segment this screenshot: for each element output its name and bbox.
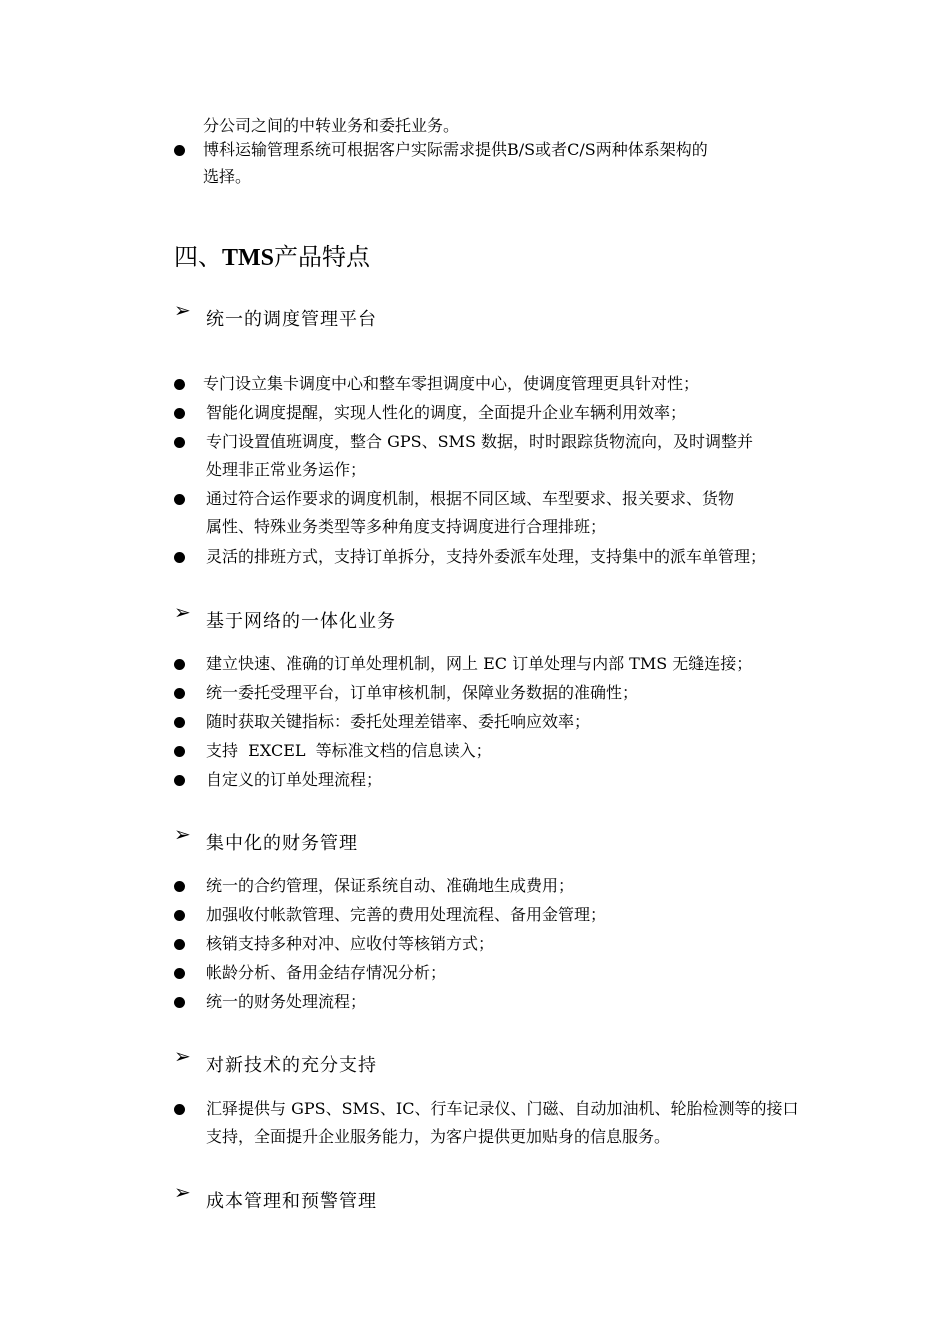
arrow-bullet-icon: ➢ (174, 1044, 191, 1068)
group4-bullet-1-line-2: 支持，全面提升企业服务能力，为客户提供更加贴身的信息服务。 (206, 1127, 671, 1146)
group-title-1: 统一的调度管理平台 (206, 309, 377, 330)
bullet-icon (174, 1104, 185, 1115)
intro-bullet-line-1: 博科运输管理系统可根据客户实际需求提供B/S或者C/S两种体系架构的 (203, 140, 708, 159)
section-title (174, 242, 370, 273)
bullet-icon (174, 379, 185, 390)
group2-bullet-1: 建立快速、准确的订单处理机制，网上 EC 订单处理与内部 TMS 无缝连接； (206, 654, 753, 673)
group1-bullet-4-line-1: 通过符合运作要求的调度机制，根据不同区域、车型要求、报关要求、货物 (206, 489, 735, 508)
group-title-5: 成本管理和预警管理 (206, 1191, 377, 1212)
bullet-icon (174, 659, 185, 670)
bullet-icon (174, 939, 185, 950)
group3-bullet-5: 统一的财务处理流程； (206, 992, 367, 1011)
bullet-icon (174, 145, 185, 156)
bullet-icon (174, 997, 185, 1008)
bullet-icon (174, 408, 185, 419)
group1-bullet-3-line-2: 处理非正常业务运作； (206, 460, 367, 479)
bullet-icon (174, 552, 185, 563)
group3-bullet-2: 加强收付帐款管理、完善的费用处理流程、备用金管理； (206, 905, 607, 924)
group2-bullet-2: 统一委托受理平台，订单审核机制，保障业务数据的准确性； (206, 683, 639, 702)
group3-bullet-1: 统一的合约管理，保证系统自动、准确地生成费用； (206, 876, 575, 895)
arrow-bullet-icon: ➢ (174, 1180, 191, 1204)
group1-bullet-1: 专门设立集卡调度中心和整车零担调度中心，使调度管理更具针对性； (203, 374, 700, 393)
bullet-icon (174, 746, 185, 757)
group-title-3: 集中化的财务管理 (206, 833, 358, 854)
arrow-bullet-icon: ➢ (174, 822, 191, 846)
bullet-icon (174, 775, 185, 786)
group3-bullet-3: 核销支持多种对冲、应收付等核销方式； (206, 934, 495, 953)
section-title-bold: TMS (222, 245, 275, 271)
group-title-2: 基于网络的一体化业务 (206, 611, 396, 632)
bullet-icon (174, 910, 185, 921)
section-title-suffix: 产品特点 (274, 243, 371, 271)
group4-bullet-1-line-1: 汇驿提供与 GPS、SMS、IC、行车记录仪、门磁、自动加油机、轮胎检测等的接口 (206, 1099, 799, 1118)
group1-bullet-2: 智能化调度提醒，实现人性化的调度，全面提升企业车辆利用效率； (206, 403, 687, 422)
section-title-prefix: 四、 (174, 243, 222, 271)
bullet-icon (174, 688, 185, 699)
group2-bullet-5: 自定义的订单处理流程； (206, 770, 383, 789)
bullet-icon (174, 717, 185, 728)
bullet-icon (174, 968, 185, 979)
group1-bullet-4-line-2: 属性、特殊业务类型等多种角度支持调度进行合理排班； (206, 517, 607, 536)
bullet-icon (174, 881, 185, 892)
group1-bullet-3-line-1: 专门设置值班调度，整合 GPS、SMS 数据，时时跟踪货物流向，及时调整并 (206, 432, 753, 451)
arrow-bullet-icon: ➢ (174, 298, 191, 322)
intro-continuation-line: 分公司之间的中转业务和委托业务。 (203, 116, 460, 135)
bullet-icon (174, 437, 185, 448)
group1-bullet-5: 灵活的排班方式，支持订单拆分，支持外委派车处理，支持集中的派车单管理； (206, 547, 767, 566)
arrow-bullet-icon: ➢ (174, 600, 191, 624)
group2-bullet-4: 支持 EXCEL 等标准文档的信息读入； (206, 741, 492, 760)
intro-bullet-line-2: 选择。 (203, 167, 252, 186)
group3-bullet-4: 帐龄分析、备用金结存情况分析； (206, 963, 447, 982)
group2-bullet-3: 随时获取关键指标：委托处理差错率、委托响应效率； (206, 712, 591, 731)
group-title-4: 对新技术的充分支持 (206, 1055, 377, 1076)
bullet-icon (174, 494, 185, 505)
